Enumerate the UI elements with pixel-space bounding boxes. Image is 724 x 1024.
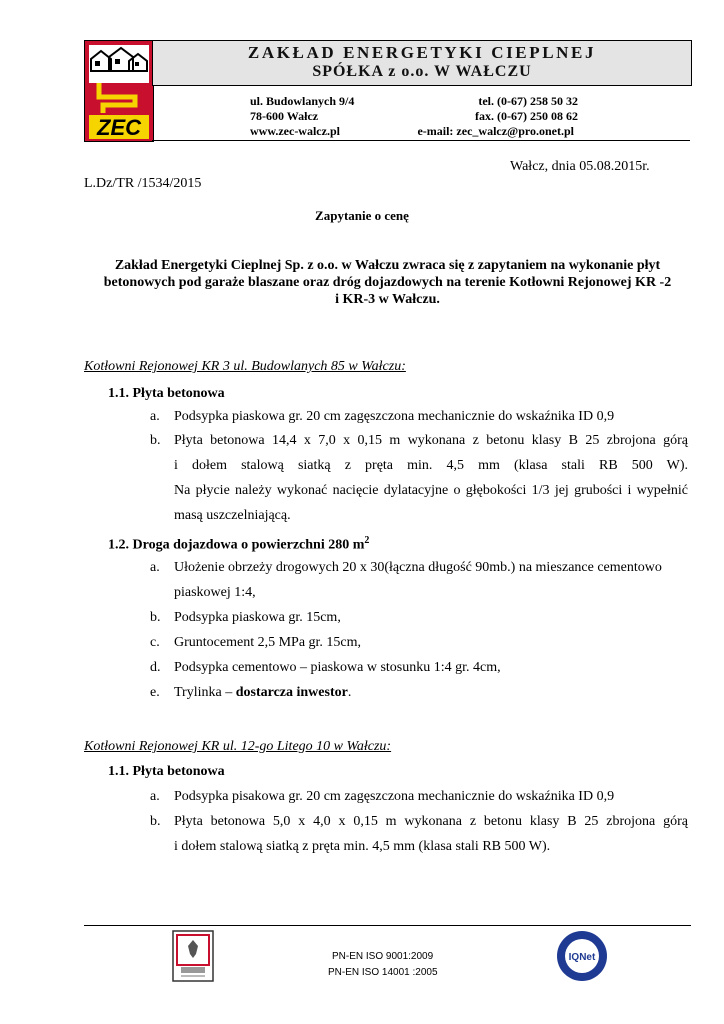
list-item-line: masą uszczelniającą. [174,508,291,523]
list-item-line: Płyta betonowa 5,0 x 4,0 x 0,15 m wykonana z betonu klasy B 25 zbrojona górą [174,814,688,829]
list-marker: a. [150,409,160,424]
iso-9001: PN-EN ISO 9001:2009 [332,951,434,962]
list-marker: e. [150,685,160,700]
intro-line-3: i KR-3 w Wałczu. [335,292,440,307]
list-marker: b. [150,610,161,625]
list-marker: b. [150,433,161,448]
company-legal-form: SPÓŁKA z o.o. W WAŁCZU [312,63,532,80]
list-marker: a. [150,560,160,575]
list-marker: a. [150,789,160,804]
logo-text: ZEC [97,115,141,140]
list-item-line: piaskowej 1:4, [174,585,256,600]
phone-number: tel. (0-67) 258 50 32 [478,94,578,108]
list-item-line: i dołem stalową siatką z pręta min. 4,5 mm (klasa stali RB 500 W). [174,458,688,473]
contact-block [402,94,578,139]
list-item: Gruntocement 2,5 MPa gr. 15cm, [174,635,362,650]
address-city: 78-600 Wałcz [250,109,319,123]
list-item-line: Na płycie należy wykonać nacięcie dylatacyjne o głębokości 1/3 jej grubości i wypełnić [174,483,688,498]
list-marker: c. [150,635,160,650]
reference-number: L.Dz/TR /1534/2015 [84,176,202,191]
section1-heading: Kotłowni Rejonowej KR 3 ul. Budowlanych 85 w Wałczu: [84,359,406,374]
item-text: Trylinka – [174,685,236,700]
superscript-2: 2 [364,535,370,546]
footer-divider [84,925,691,926]
section2-heading: Kotłowni Rejonowej KR ul. 12-go Litego 10 w Wałczu: [84,739,392,754]
iso-14001: PN-EN ISO 14001 :2005 [328,967,438,978]
list-item-line: Płyta betonowa 14,4 x 7,0 x 0,15 m wykonana z betonu klasy B 25 zbrojona górą [174,433,688,448]
address-block [250,94,354,139]
section2-sub1-title: 1.1. Płyta betonowa [108,764,225,779]
letter-subject [0,208,724,224]
list-item: Podsypka pisakowa gr. 20 cm zagęszczona mechanicznie do wskaźnika ID 0,9 [174,789,615,804]
section1-sub1-title: 1.1. Płyta betonowa [108,386,225,401]
subject-text: Zapytanie o cenę [315,208,409,223]
place-date: Wałcz, dnia 05.08.2015r. [510,159,650,174]
iqnet-certified-icon [556,930,608,982]
website-link[interactable]: www.zec-walcz.pl [250,124,340,138]
company-name: ZAKŁAD ENERGETYKI CIEPLNEJ [247,43,597,62]
fax-number: fax. (0-67) 250 08 62 [475,109,578,123]
pcbc-certificate-icon [172,930,214,982]
intro-line-1: Zakład Energetyki Cieplnej Sp. z o.o. w Wałczu zwraca się z zapytaniem na wykonanie płyt [114,258,661,273]
list-marker: d. [150,660,161,675]
intro-line-2: betonowych pod garaże blaszane oraz dróg dojazdowych na terenie Kotłowni Rejonowej KR -2 [103,275,672,290]
list-marker: b. [150,814,161,829]
list-item: Podsypka piaskowa gr. 20 cm zagęszczona mechanicznie do wskaźnika ID 0,9 [174,409,615,424]
section1-sub2-title [108,535,369,554]
badge-label: IQNet [568,952,596,963]
list-item-line: i dołem stalową siatką z pręta min. 4,5 mm (klasa stali RB 500 W). [174,839,551,854]
address-street: ul. Budowlanych 9/4 [250,94,355,108]
list-item-line: Ułożenie obrzeży drogowych 20 x 30(łączna długość 90mb.) na mieszance cementowo [174,560,662,575]
letterhead-title-box [152,40,692,86]
list-item [174,685,351,701]
sub2-title-text: 1.2. Droga dojazdowa o powierzchni 280 m [108,537,365,553]
list-item: Podsypka piaskowa gr. 15cm, [174,610,341,625]
company-logo [84,40,154,142]
email-link[interactable]: e-mail: zec_walcz@pro.onet.pl [417,124,574,138]
list-item: Podsypka cementowo – piaskowa w stosunku 1:4 gr. 4cm, [174,660,501,675]
zec-logo-graphic [85,41,153,141]
item-emphasis: dostarcza inwestor [235,685,348,700]
item-tail: . [347,685,352,700]
letterhead-contact [152,84,690,141]
